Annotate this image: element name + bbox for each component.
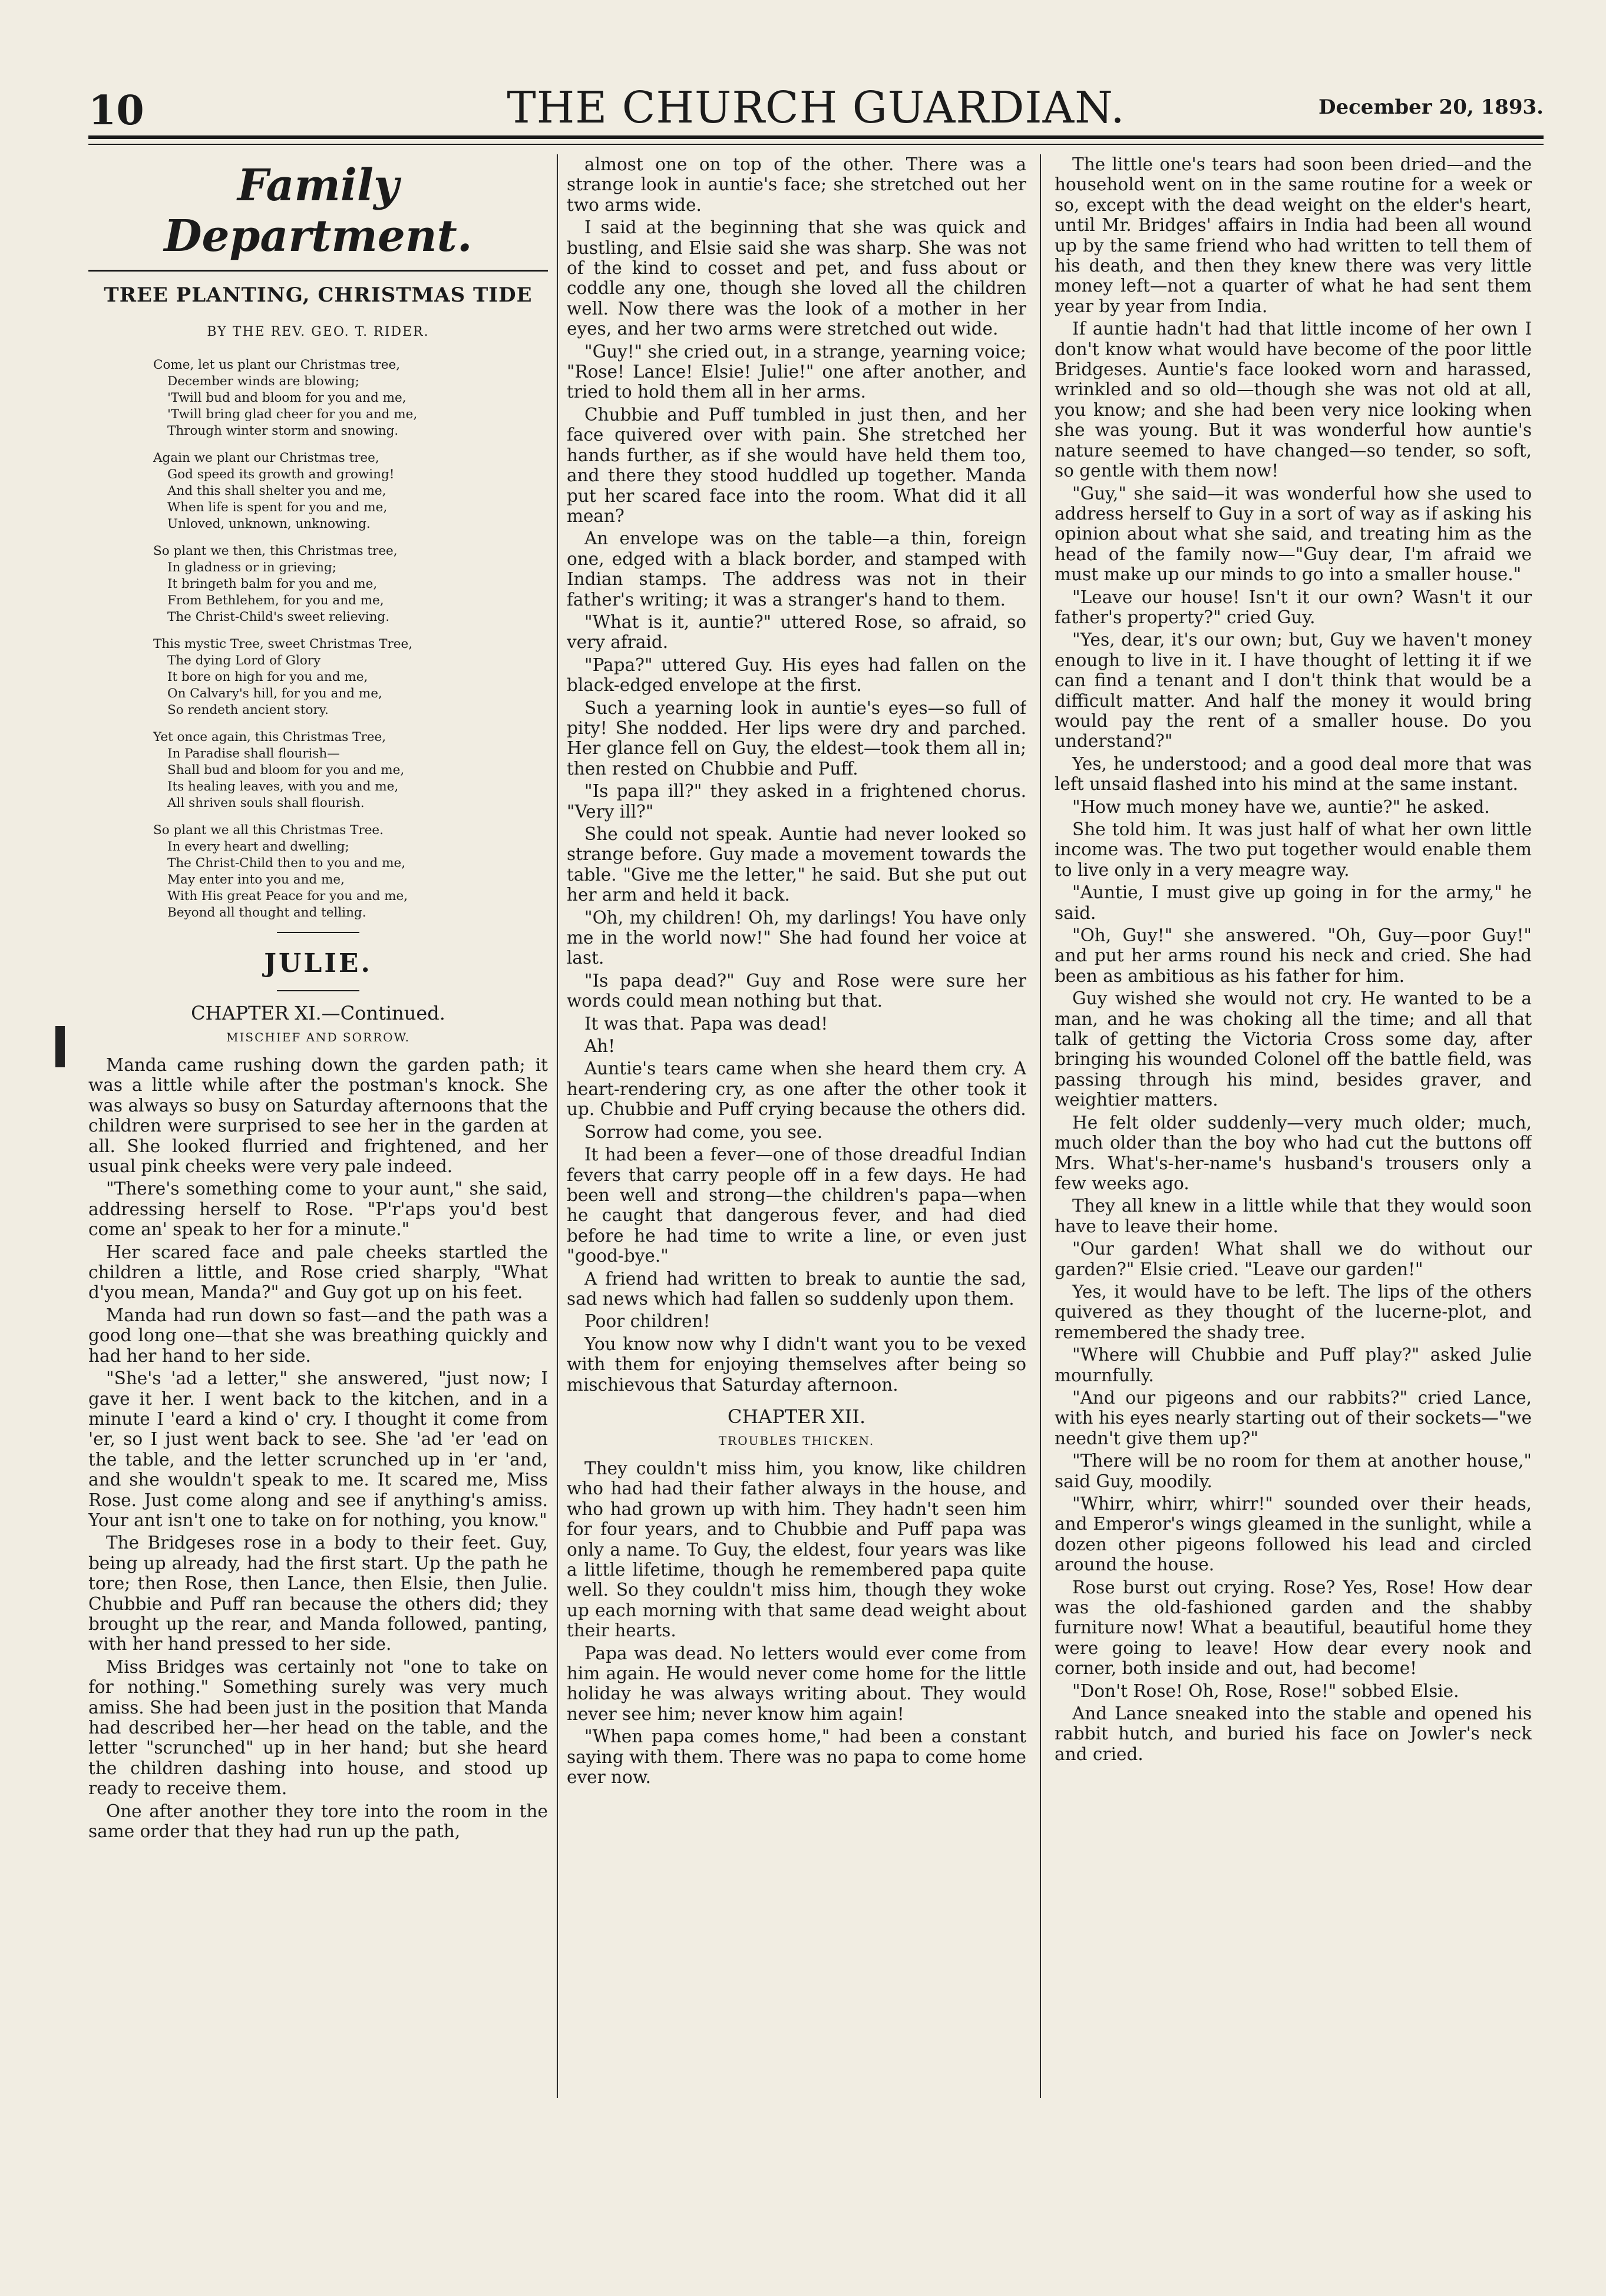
paragraph: "There's something come to your aunt," she said, addressing herself to Rose. "P'r'aps you'd best come an' speak to her for a minute." (88, 1179, 548, 1240)
paragraph: They all knew in a little while that they would soon have to leave their home. (1055, 1196, 1532, 1236)
poem-line: This mystic Tree, sweet Christmas Tree, (153, 637, 413, 651)
paragraph: "Oh, my children! Oh, my darlings! You have only me in the world now!" She had found her voice at last. (567, 907, 1026, 968)
poem-line: The Christ-Child's sweet relieving. (167, 610, 390, 624)
poem-line: December winds are blowing; (167, 374, 359, 389)
poem-line: Its healing leaves, with you and me, (167, 779, 399, 794)
poem-line: With His great Peace for you and me, (167, 889, 408, 904)
paragraph: Guy wished she would not cry. He wanted to be a man, and he was choking all the time; and all that talk of getting the Victoria Cross some day, after bringing his wounded Colonel off the battle field, was passing through his mind, besides graver, and weightier matters. (1055, 988, 1532, 1110)
poem-stanza (153, 357, 548, 439)
paragraph: If auntie hadn't had that little income of her own I don't know what would have become of the poor little Bridgeses. Auntie's face looked worn and harassed, wrinkled and so old—though she was not old at all, you know; and she had been very nice looking when she was young. But it was wonderful how auntie's nature seemed to have changed—so tender, so soft, so gentle with them now! (1055, 319, 1532, 481)
poem-line: Beyond all thought and telling. (167, 905, 366, 920)
poem-line: Unloved, unknown, unknowing. (167, 517, 371, 531)
paragraph: Her scared face and pale cheeks startled the children a little, and Rose cried sharply, "What d'you mean, Manda?" and Guy got up on his feet. (88, 1242, 548, 1303)
poem-line: Again we plant our Christmas tree, (153, 451, 379, 465)
poem-stanza (153, 822, 548, 921)
poem-line: When life is spent for you and me, (167, 500, 388, 515)
poem-line: 'Twill bring glad cheer for you and me, (167, 407, 418, 422)
column-divider (557, 154, 558, 2098)
paragraph: "Is papa dead?" Guy and Rose were sure her words could mean nothing but that. (567, 970, 1026, 1011)
paragraph: Ah! (584, 1036, 616, 1057)
paragraph: Chubbie and Puff tumbled in just then, and her face quivered over with pain. She stretched her hands further, as if she would have held them too, and there they stood huddled up together. Manda put her scared face into the room. What did it all mean? (567, 404, 1026, 526)
page-number: 10 (88, 87, 144, 134)
story-title: JULIE. (264, 948, 372, 978)
chapter-heading: CHAPTER XII. (727, 1405, 866, 1428)
paragraph: He felt older suddenly—very much older; much, much older than the boy who had cut the buttons off Mrs. What's-her-name's husband's trousers only a few weeks ago. (1055, 1112, 1532, 1193)
paragraph: And Lance sneaked into the stable and opened his rabbit hutch, and buried his face on Jowler's neck and cried. (1055, 1703, 1532, 1764)
department-title: Family Department. (164, 160, 472, 262)
chapter-subhead: MISCHIEF AND SORROW. (226, 1030, 410, 1044)
column-1 (88, 154, 548, 2098)
paper-title: THE CHURCH GUARDIAN. (507, 82, 1125, 133)
poem-line: So plant we all this Christmas Tree. (153, 823, 384, 838)
paragraph: She told him. It was just half of what her own little income was. The two put together would enable them to live only in a very meagre way. (1055, 819, 1532, 880)
paragraph: Auntie's tears came when she heard them cry. A heart-rendering cry, as one after the other took it up. Chubbie and Puff crying because the others did. (567, 1058, 1026, 1120)
poem-line: All shriven souls shall flourish. (167, 796, 365, 810)
column-2 (567, 154, 1026, 2098)
paragraph: "Guy!" she cried out, in a strange, yearning voice; "Rose! Lance! Elsie! Julie!" one after another, and tried to hold them all in her arms. (567, 341, 1026, 402)
paragraph: Manda came rushing down the garden path; it was a little while after the postman's knock. She was always so busy on Saturday afternoons that the children were surprised to see her in the garden at all. She looked flurried and frightened, and her usual pink cheeks were very pale indeed. (88, 1055, 548, 1177)
poem-line: On Calvary's hill, for you and me, (167, 686, 382, 701)
poem-line: Shall bud and bloom for you and me, (167, 763, 405, 778)
divider (277, 932, 359, 933)
chapter-subhead: TROUBLES THICKEN. (718, 1433, 875, 1448)
issue-date: December 20, 1893. (1318, 95, 1544, 119)
poem-line: 'Twill bud and bloom for you and me, (167, 391, 407, 405)
paragraph: They couldn't miss him, you know, like children who had had their father always in the house, and who had grown up with him. They hadn't seen him for four years, and to Chubbie and Puff papa was only a name. To Guy, the eldest, four years was like a little lifetime, though he remembered papa quite well. So they couldn't miss him, though they woke up each morning with that same dead weight about their hearts. (567, 1458, 1026, 1641)
paragraph: You know now why I didn't want you to be vexed with them for enjoying themselves after being so mischievous that Saturday afternoon. (567, 1334, 1026, 1395)
poem-stanza (153, 729, 548, 812)
paragraph: Rose burst out crying. Rose? Yes, Rose! How dear was the old-fashioned garden and the shabby furniture now! What a beautiful, beautiful home they were going to leave! How dear every nook and corner, both inside and out, had become! (1055, 1577, 1532, 1679)
paragraph: "Whirr, whirr, whirr!" sounded over their heads, and Emperor's wings gleamed in the sunlight, while a dozen other pigeons followed his lead and circled around the house. (1055, 1494, 1532, 1575)
paragraph: "Papa?" uttered Guy. His eyes had fallen on the black-edged envelope at the first. (567, 654, 1026, 696)
poem-author: BY THE REV. GEO. T. RIDER. (207, 325, 429, 339)
article-body (1055, 154, 1532, 1764)
poem-title: TREE PLANTING, CHRISTMAS TIDE (104, 283, 533, 307)
paragraph: "Is papa ill?" they asked in a frightened chorus. "Very ill?" (567, 781, 1026, 822)
paragraph: One after another they tore into the room in the same order that they had run up the path, (88, 1801, 548, 1842)
paragraph: "Where will Chubbie and Puff play?" asked Julie mournfully. (1055, 1345, 1532, 1385)
poem-line: In Paradise shall flourish— (167, 746, 340, 761)
paragraph: Miss Bridges was certainly not "one to take on for nothing." Something surely was very much amiss. She had been just in the position that Manda had described her—her head on the table, and the letter "scrunched" up in her hand; but she heard the children dashing into house, and stood up ready to receive them. (88, 1656, 548, 1799)
paragraph: "Oh, Guy!" she answered. "Oh, Guy—poor Guy!" and put her arms round his neck and cried. She had been as ambitious as his father for him. (1055, 925, 1532, 986)
chapter-heading: CHAPTER XI.—Continued. (191, 1002, 445, 1024)
poem-line: And this shall shelter you and me, (167, 484, 386, 498)
poem-line: The dying Lord of Glory (167, 653, 321, 668)
article-body (567, 1458, 1026, 1788)
header-rule-thin (88, 144, 1544, 145)
paragraph: "There will be no room for them at another house," said Guy, moodily. (1055, 1451, 1532, 1491)
header-rule (88, 135, 1544, 139)
poem-line: In every heart and dwelling; (167, 839, 349, 854)
poem-line: It bringeth balm for you and me, (167, 577, 378, 591)
poem-line: It bore on high for you and me, (167, 670, 368, 684)
paragraph: "Our garden! What shall we do without our garden?" Elsie cried. "Leave our garden!" (1055, 1239, 1532, 1279)
article-body (88, 1055, 548, 1841)
paragraph: Yes, it would have to be left. The lips of the others quivered as they thought of the lucerne-plot, and remembered the shady tree. (1055, 1281, 1532, 1342)
poem-line: So rendeth ancient story. (167, 703, 329, 717)
paragraph: "When papa comes home," had been a constant saying with them. There was no papa to come home ever now. (567, 1726, 1026, 1788)
poem-line: Yet once again, this Christmas Tree, (153, 730, 386, 745)
poem-line: God speed its growth and growing! (167, 467, 395, 482)
paragraph: Such a yearning look in auntie's eyes—so full of pity! She nodded. Her lips were dry and parched. Her glance fell on Guy, the eldest—took them all in; then rested on Chubbie and Puff. (567, 697, 1026, 779)
paragraph: A friend had written to break to auntie the sad, sad news which had fallen so suddenly upon them. (567, 1268, 1026, 1309)
poem-line: From Bethlehem, for you and me, (167, 593, 384, 608)
paragraph: "Yes, dear, it's our own; but, Guy we haven't money enough to live in it. I have thought of letting it if we can find a tenant and I don't think that would be a difficult matter. And half the money it would bring would pay the rent of a smaller house. Do you understand?" (1055, 630, 1532, 752)
poem-stanza (153, 636, 548, 719)
poem-line: Through winter storm and snowing. (167, 424, 399, 438)
section-rule (88, 270, 548, 272)
paragraph: "Guy," she said—it was wonderful how she used to address herself to Guy in a sort of way as if asking his opinion about what she said, and treating him as the head of the family now—"Guy dear, I'm afraid we must make up our minds to go into a smaller house." (1055, 483, 1532, 585)
poem-line: So plant we then, this Christmas tree, (153, 544, 398, 558)
poem (88, 357, 548, 921)
paragraph: almost one on top of the other. There was a strange look in auntie's face; she stretched out her two arms wide. (567, 154, 1026, 215)
margin-mark (55, 1026, 65, 1067)
divider (277, 990, 359, 991)
poem-stanza (153, 543, 548, 626)
masthead (88, 82, 1544, 134)
paragraph: Yes, he understood; and a good deal more that was left unsaid flashed into his mind at the same instant. (1055, 753, 1532, 795)
paragraph: Poor children! (584, 1311, 711, 1332)
poem-stanza (153, 450, 548, 532)
column-3 (1055, 154, 1532, 2098)
paragraph: It had been a fever—one of those dreadful Indian fevers that carry people off in a few days. He had been well and strong—the children's papa—when he caught that dangerous fever, and had died before he had time to write a line, or even just "good-bye." (567, 1144, 1026, 1266)
paragraph: Papa was dead. No letters would ever come from him again. He would never come home for the little holiday he was always writing about. They would never see him; never know him again! (567, 1643, 1026, 1724)
paragraph: An envelope was on the table—a thin, foreign one, edged with a black border, and stamped with Indian stamps. The address was not in their father's writing; it was a stranger's hand to them. (567, 528, 1026, 610)
paragraph: Manda had run down so fast—and the path was a good long one—that she was breathing quickly and had her hand to her side. (88, 1305, 548, 1366)
poem-line: May enter into you and me, (167, 872, 345, 887)
paragraph: The Bridgeses rose in a body to their feet. Guy, being up already, had the first start. Up the path he tore; then Rose, then Lance, then Elsie, then Julie. Chubbie and Puff ran because the others did; they brought up the rear, and Manda followed, panting, with her hand pressed to her side. (88, 1533, 548, 1655)
paragraph: It was that. Papa was dead! (584, 1013, 828, 1034)
paragraph: She could not speak. Auntie had never looked so strange before. Guy made a movement towards the table. "Give me the letter," he said. But she put out her arm and held it back. (567, 824, 1026, 905)
poem-line: Come, let us plant our Christmas tree, (153, 358, 401, 372)
paragraph: "And our pigeons and our rabbits?" cried Lance, with his eyes nearly starting out of their sockets—"we needn't give them up?" (1055, 1387, 1532, 1448)
paragraph: "What is it, auntie?" uttered Rose, so afraid, so very afraid. (567, 611, 1026, 653)
paragraph: "Don't Rose! Oh, Rose, Rose!" sobbed Elsie. (1072, 1680, 1459, 1701)
column-divider (1040, 154, 1041, 2098)
paragraph: Sorrow had come, you see. (584, 1121, 823, 1142)
poem-line: The Christ-Child then to you and me, (167, 856, 406, 871)
paragraph: "Auntie, I must give up going in for the army," he said. (1055, 882, 1532, 923)
paragraph: "Leave our house! Isn't it our own? Wasn't it our father's property?" cried Guy. (1055, 587, 1532, 627)
paragraph: "She's 'ad a letter," she answered, "just now; I gave it her. I went back to the kitchen, and in a minute I 'eard a kind o' cry. I thought it come from 'er, so I just went back to see. She 'ad 'er 'ead on the table, and the letter scrunched up in 'er 'and, and she wouldn't speak to me. It scared me, Miss Rose. Just come along and see if anything's amiss. Your ant isn't one to take on for nothing, you know." (88, 1368, 548, 1530)
paragraph: I said at the beginning that she was quick and bustling, and Elsie said she was sharp. She was not of the kind to cosset and pet, and fuss about or coddle any one, though she loved all the children well. Now there was the look of a mother in her eyes, and her two arms were stretched out wide. (567, 217, 1026, 339)
paragraph: The little one's tears had soon been dried—and the household went on in the same routine for a week or so, except with the dead weight on the elder's heart, until Mr. Bridges' affairs in India had been all wound up by the same friend who had written to tell them of his death, and then they knew there was very little money left—not a quarter of what he had sent them year by year from India. (1055, 154, 1532, 316)
paragraph: "How much money have we, auntie?" he asked. (1072, 796, 1490, 817)
poem-line: In gladness or in grieving; (167, 560, 336, 575)
article-body (567, 154, 1026, 1395)
